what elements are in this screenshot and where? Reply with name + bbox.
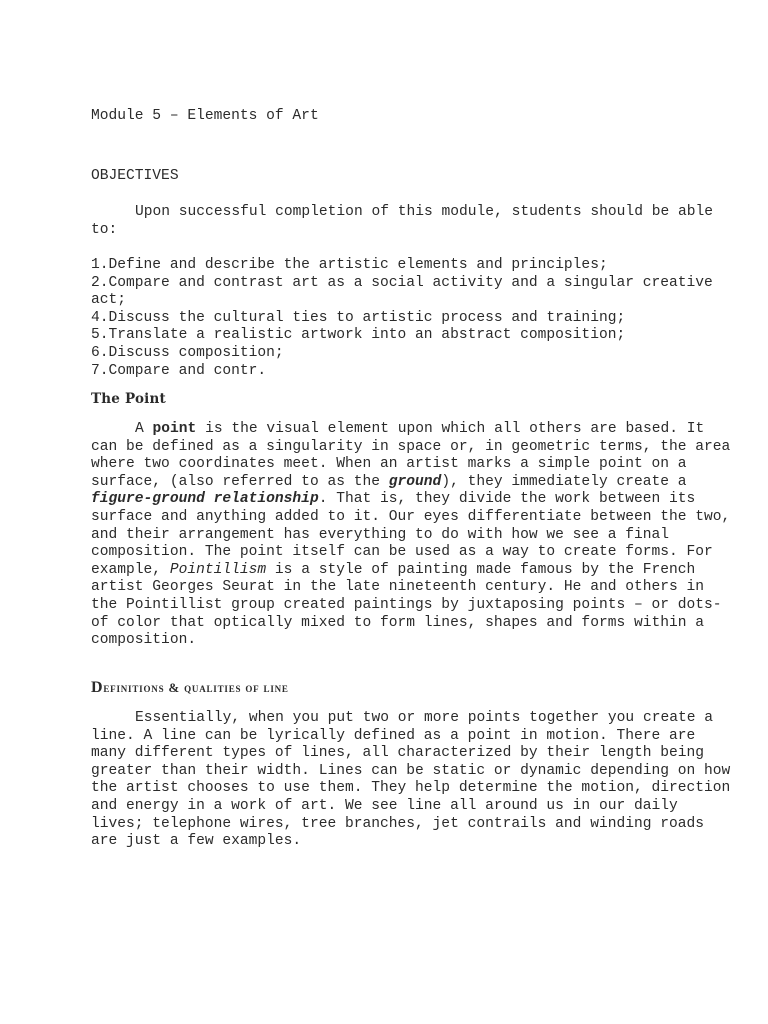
objective-item: 7.Compare and contr. [91, 362, 267, 379]
text-run: ), they immediately create a [441, 473, 687, 490]
line-paragraph: Essentially, when you put two or more points together you create a line. A line can be lyrically defined as a point in motion. There are many different types of lines, all characterized by their length being greater than their width. Lines can be static or dynamic depending on how the artist chooses to use them. They help determine the motion, direction and energy in a work of art. We see line all around us in our daily lives; telephone wires, tree branches, jet contrails and winding roads are just a few examples. [91, 710, 731, 850]
text-run: A [135, 421, 153, 437]
point-paragraph [91, 421, 731, 650]
objective-item: 2.Compare and contrast art as a social activity and a singular creative act; [91, 274, 713, 309]
point-section-body [91, 421, 731, 650]
term-figure-ground: figure-ground relationship [91, 491, 319, 508]
objectives-intro [91, 204, 731, 239]
term-pointillism: Pointillism [169, 561, 267, 578]
module-title: Module 5 – Elements of Art [91, 108, 319, 124]
objectives-list [91, 257, 731, 380]
objective-item: 5.Translate a realistic artwork into an abstract composition; [91, 327, 626, 344]
line-section-body [91, 710, 731, 851]
intro-paragraph: Upon successful completion of this module, students should be able to: [91, 204, 714, 238]
term-point: point [152, 421, 197, 437]
objective-item: 6.Discuss composition; [91, 344, 284, 361]
text-run: . That is, they divide the work between its surface and anything added to it. Our eyes differentiate between the two, and their arrangement has everything to do with how we see a final composition. The point itself can be used as a way to create forms. For example, [91, 491, 731, 578]
objective-item: 1.Define and describe the artistic elements and principles; [91, 257, 608, 273]
heading-capital: D [91, 679, 104, 696]
term-ground: ground [388, 473, 442, 490]
text-run: is a style of painting made famous by the French artist Georges Seurat in the late nineteenth century. He and others in the Pointillist group created paintings by juxtaposing points – or dots- of color that optically mixed to form lines, shapes and forms within a composition. [91, 561, 722, 649]
text-run: is the visual element upon which all others are based. It can be defined as a singularity in space or, in geometric terms, the area where two coordinates meet. When an artist marks a simple point on a surface, (also referred to as the [91, 421, 731, 490]
heading-rest: efinitions & qualities of line [103, 680, 289, 695]
point-section-heading: The Point [91, 391, 166, 407]
line-section-heading [91, 679, 731, 697]
objective-item: 4.Discuss the cultural ties to artistic process and training; [91, 309, 626, 326]
objectives-heading: OBJECTIVES [91, 168, 179, 184]
